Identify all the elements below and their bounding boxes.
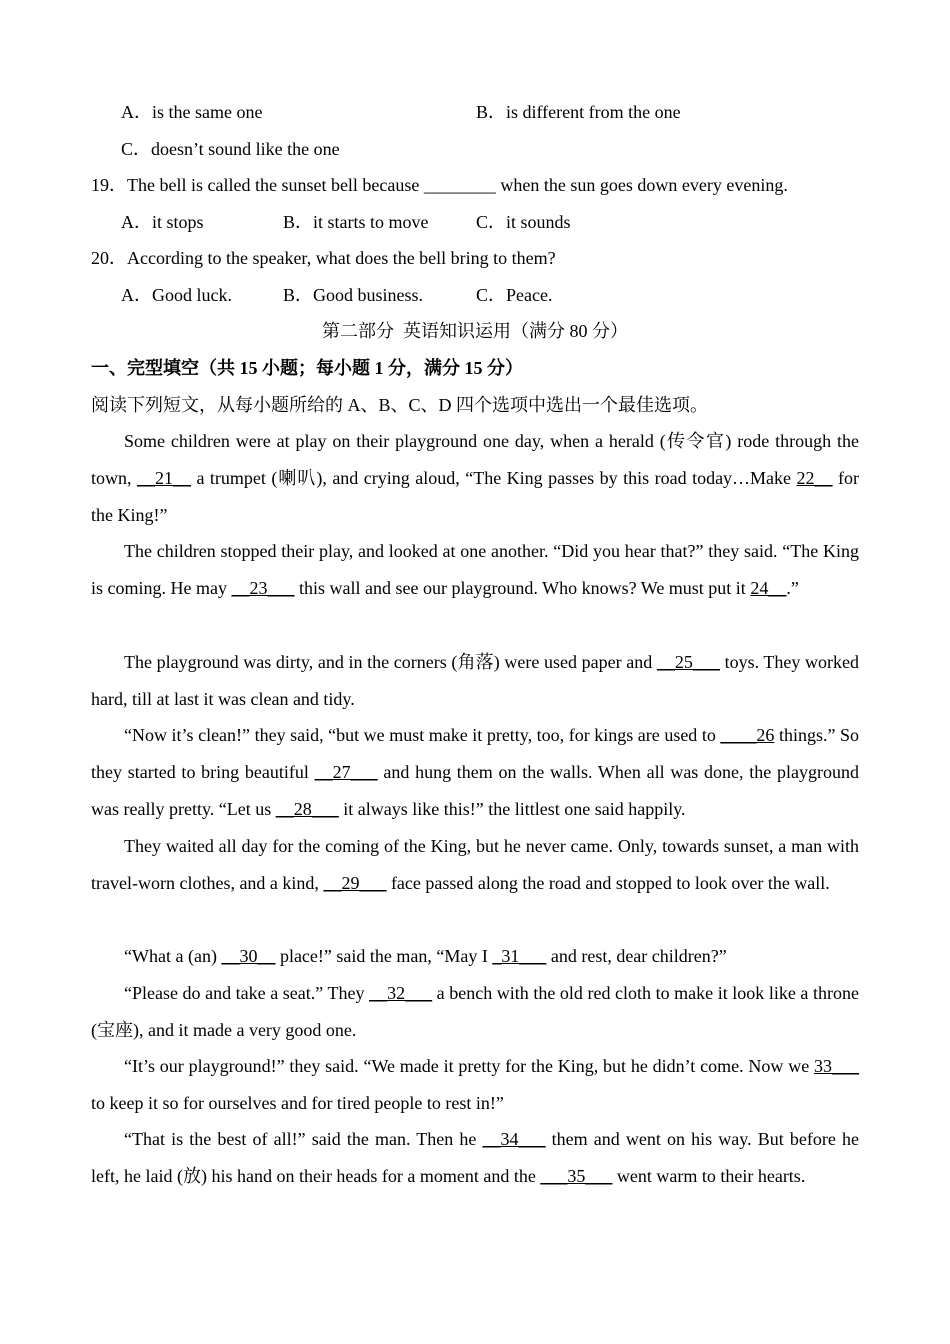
passage-paragraph-5: They waited all day for the coming of the King, but he never came. Only, towards sunset, a man with travel-worn clothes, and a kind, __29___ face passed along the road and stopped to look over the wall. bbox=[91, 836, 859, 893]
blank-26: ____26 bbox=[720, 725, 775, 745]
blank-24: 24__ bbox=[750, 578, 787, 598]
q18-option-c: C．doesn’t sound like the one bbox=[121, 139, 340, 159]
q19-option-b: B．it starts to move bbox=[283, 212, 429, 232]
blank-22: 22__ bbox=[796, 468, 833, 488]
passage-paragraph-1: Some children were at play on their playground one day, when a herald (传令官) rode through the town, __21__ a trumpet (喇叭), and crying aloud, “The King passes by this road today…Make 22__ for the King!” bbox=[91, 431, 860, 525]
q20-option-b: B．Good business. bbox=[283, 285, 424, 305]
blank-23: __23___ bbox=[231, 578, 295, 598]
q18-option-a: A．is the same one bbox=[121, 102, 263, 122]
blank-29: __29___ bbox=[323, 873, 387, 893]
blank-25: __25___ bbox=[656, 652, 720, 672]
passage-paragraph-2: The children stopped their play, and looked at one another. “Did you hear that?” they said. “The King is coming. He may __23___ this wall and see our playground. Who knows? We must put it 24__.” bbox=[91, 541, 859, 598]
blank-32: __32___ bbox=[369, 983, 433, 1003]
instruction: 阅读下列短文，从每小题所给的 A、B、C、D 四个选项中选出一个最佳选项。 bbox=[91, 395, 709, 415]
q20-option-c: C．Peace. bbox=[476, 285, 553, 305]
q19-option-a: A．it stops bbox=[121, 212, 204, 232]
passage-paragraph-9: “That is the best of all!” said the man. Then he __34___ them and went on his way. But before he left, he laid (放) his hand on their heads for a moment and the ___35___ went warm to their hearts. bbox=[91, 1129, 859, 1186]
blank-27: __27___ bbox=[314, 762, 378, 782]
blank-33: 33___ bbox=[814, 1056, 859, 1076]
passage-paragraph-8: “It’s our playground!” they said. “We made it pretty for the King, but he didn’t come. Now we 33___ to keep it so for ourselves and for tired people to rest in!” bbox=[91, 1056, 859, 1113]
q18-option-b: B．is different from the one bbox=[476, 102, 681, 122]
q19-stem: 19．The bell is called the sunset bell because ________ when the sun goes down every evening. bbox=[91, 175, 788, 195]
blank-21: __21__ bbox=[136, 468, 191, 488]
q19-option-c: C．it sounds bbox=[476, 212, 571, 232]
passage-paragraph-7: “Please do and take a seat.” They __32___ a bench with the old red cloth to make it look like a throne (宝座), and it made a very good one. bbox=[91, 983, 859, 1040]
blank-35: ___35___ bbox=[540, 1166, 613, 1186]
blank-28: __28___ bbox=[275, 799, 339, 819]
blank-34: __34___ bbox=[482, 1129, 546, 1149]
passage-paragraph-4: “Now it’s clean!” they said, “but we must make it pretty, too, for kings are used to ____26 things.” So they started to bring beautiful __27___ and hung them on the walls. When all was done, the playground was really pretty. “Let us __28___ it always like this!” the littlest one said happily. bbox=[91, 725, 859, 819]
blank-31: _31___ bbox=[492, 946, 547, 966]
passage-paragraph-6: “What a (an) __30__ place!” said the man, “May I _31___ and rest, dear children?” bbox=[124, 946, 727, 966]
part2-title: 第二部分 英语知识运用（满分 80 分） bbox=[322, 321, 628, 341]
passage-paragraph-3: The playground was dirty, and in the corners (角落) were used paper and __25___ toys. They worked hard, till at last it was clean and tidy. bbox=[91, 652, 859, 709]
section-heading: 一、完型填空（共 15 小题；每小题 1 分，满分 15 分） bbox=[91, 358, 523, 378]
q20-option-a: A．Good luck. bbox=[121, 285, 232, 305]
blank-30: __30__ bbox=[221, 946, 276, 966]
q20-stem: 20．According to the speaker, what does the bell bring to them? bbox=[91, 248, 556, 268]
